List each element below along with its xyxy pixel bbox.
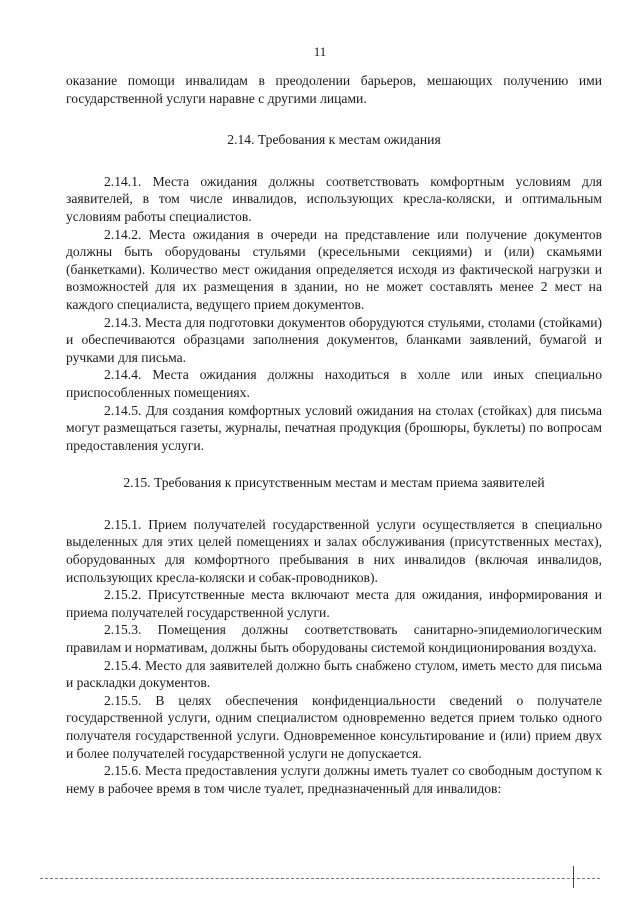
document-body	[66, 72, 602, 797]
paragraph-2-14-2: 2.14.2. Места ожидания в очереди на представление или получение документов должны быть оборудованы стульями (кресельными секциями) и (или) скамьями (банкетками). Количество мест ожидания определяется исходя из фактической нагрузки и возможностей для их размещения в здании, но не может составлять менее 2 мест на каждого специалиста, ведущего прием документов.	[66, 226, 602, 312]
paragraph-2-15-3: 2.15.3. Помещения должны соответствовать санитарно-эпидемиологическим правилам и нормативам, должны быть оборудованы системой кондиционирования воздуха.	[66, 622, 602, 656]
paragraph-2-14-1: 2.14.1. Места ожидания должны соответствовать комфортным условиям для заявителей, в том числе инвалидов, использующих кресла-коляски, и оптимальным условиям работы специалистов.	[66, 173, 602, 224]
paragraph-2-14-4: 2.14.4. Места ожидания должны находиться в холле или иных специально приспособленных помещениях.	[66, 367, 602, 400]
footer-scan-line	[40, 878, 600, 879]
section-2-15-title: 2.15. Требования к присутственным местам и местам приема заявителей	[123, 475, 545, 491]
footer-scan-mark	[573, 866, 574, 888]
paragraph-2-15-4: 2.15.4. Место для заявителей должно быть снабжено стулом, иметь место для письма и раскладки документов.	[66, 657, 602, 691]
paragraph-2-15-2: 2.15.2. Присутственные места включают места для ожидания, информирования и приема получателей государственной услуги.	[66, 587, 602, 620]
paragraph-2-15-5: 2.15.5. В целях обеспечения конфиденциальности сведений о получателе государственной услуги, одним специалистом одновременно ведется прием только одного получателя государственной услуги. Одновременное консультирование и (или) прием двух и более получателей государственной услуги не допускается.	[66, 692, 602, 761]
intro-paragraph: оказание помощи инвалидам в преодолении барьеров, мешающих получению ими государственной услуги наравне с другими лицами.	[66, 73, 602, 106]
paragraph-2-14-5: 2.14.5. Для создания комфортных условий ожидания на столах (стойках) для письма могут размещаться газеты, журналы, печатная продукция (брошюры, буклеты) по вопросам предоставления услуги.	[66, 402, 602, 453]
page-number: 11	[313, 44, 327, 59]
paragraph-2-14-3: 2.14.3. Места для подготовки документов оборудуются стульями, столами (стойками) и обеспечиваются образцами заполнения документов, бланками заявлений, бумагой и ручками для письма.	[66, 314, 602, 365]
section-2-14-title: 2.14. Требования к местам ожидания	[227, 132, 441, 148]
paragraph-2-15-1: 2.15.1. Прием получателей государственной услуги осуществляется в специально выделенных для этих целей помещениях и залах обслуживания (присутственных местах), оборудованных для комфортного пребывания в них инвалидов (включая инвалидов, использующих кресла-коляски и собак-проводников).	[66, 516, 602, 585]
paragraph-2-15-6: 2.15.6. Места предоставления услуги должны иметь туалет со свободным доступом к нему в рабочее время в том числе туалет, предназначенный для инвалидов:	[66, 763, 602, 796]
